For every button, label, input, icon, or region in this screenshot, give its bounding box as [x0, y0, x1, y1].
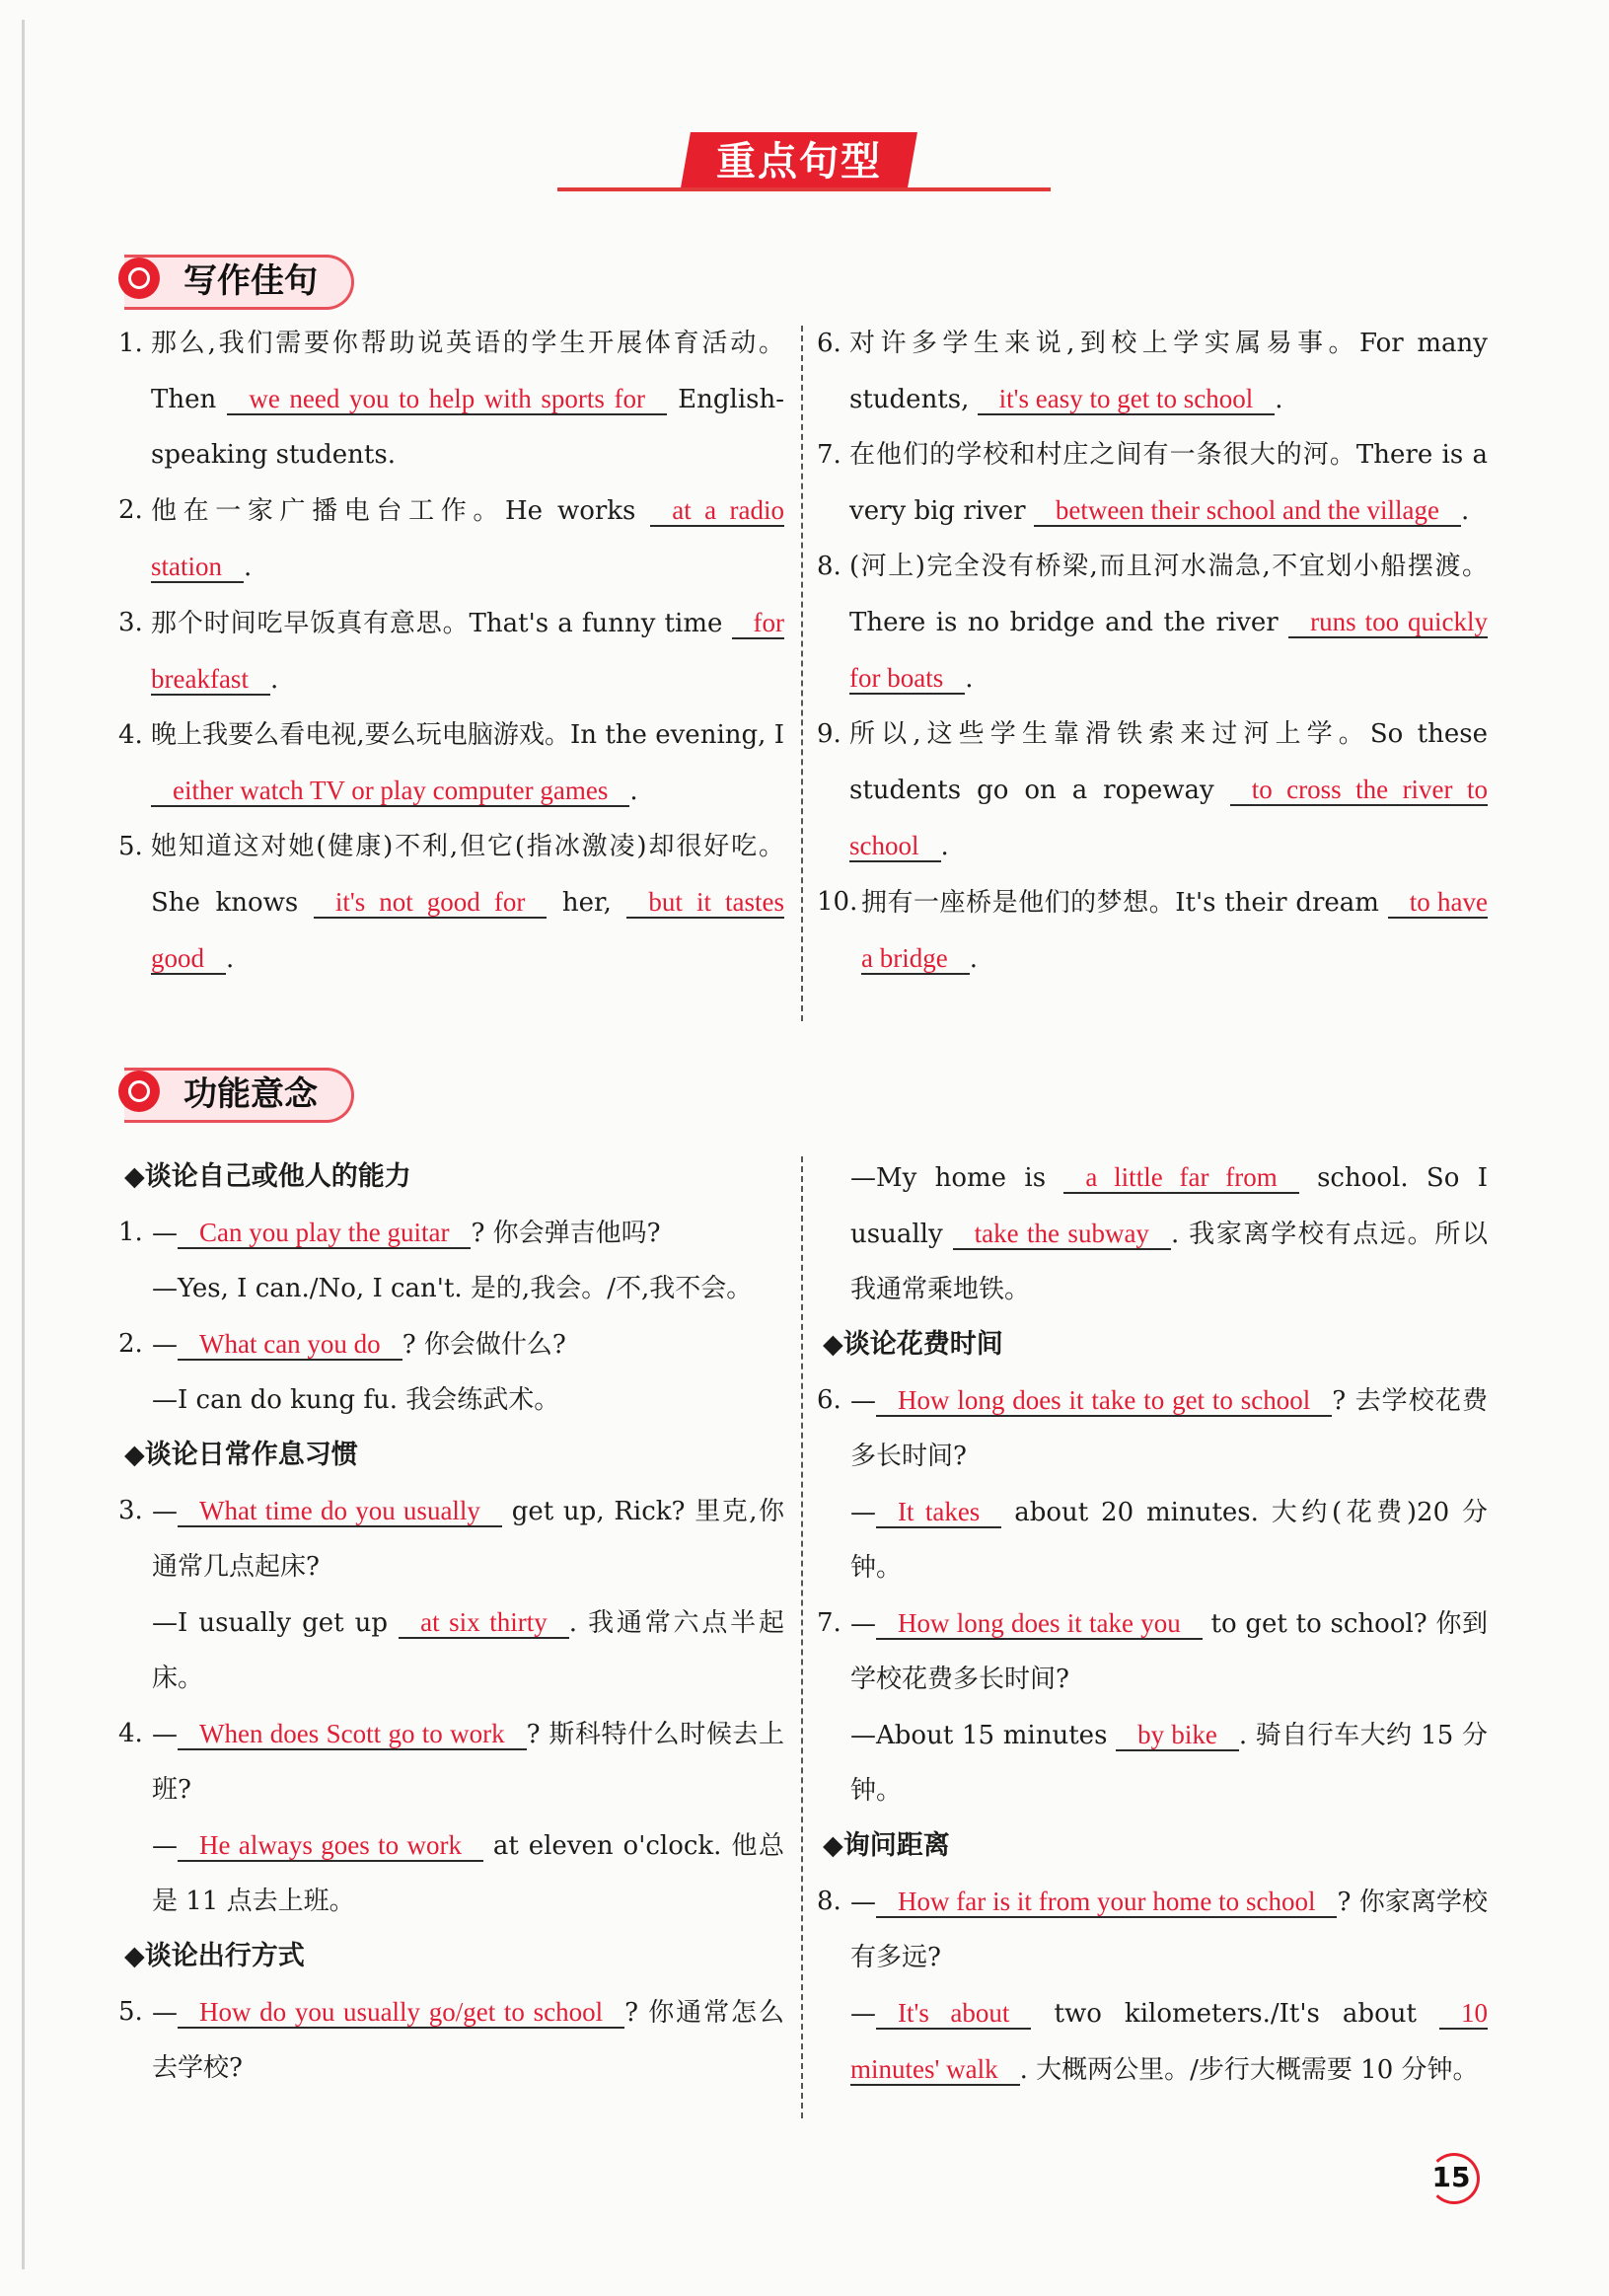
dash-mark: — [850, 1888, 876, 1917]
answer-blank: When does Scott go to work [178, 1719, 527, 1750]
sentence-text: I usually get up [178, 1608, 400, 1638]
sentence-text: her, [547, 888, 627, 918]
answer-blank: What can you do [178, 1329, 402, 1361]
writing-right-column [817, 316, 1488, 987]
sentence-text: get up, Rick? 里克,你通常几点起床? [152, 1497, 785, 1582]
item-number: 3. [118, 1496, 143, 1525]
dialogue-text [817, 1707, 1488, 1818]
function-right-column [817, 1149, 1488, 2098]
dash-mark: — [850, 1721, 876, 1750]
topic-heading: ◆谈论花费时间 [823, 1329, 1003, 1360]
page-number: 15 [1425, 2151, 1478, 2204]
dialogue-question [817, 1874, 1488, 1985]
answer-blank: It's about [876, 1998, 1031, 2030]
topic-heading: ◆谈论自己或他人的能力 [124, 1161, 411, 1192]
sentence-text: . 骑自行车大约 15 分钟。 [850, 1721, 1488, 1806]
sentence-text: two kilometers./It's about [1031, 1999, 1439, 2029]
dialogue-question [118, 1706, 784, 1817]
item-body [817, 427, 1488, 539]
item-number: 6. [817, 329, 841, 358]
writing-column-divider [801, 326, 803, 1021]
dialogue-reply [118, 1594, 784, 1706]
answer-blank: by bike [1116, 1720, 1239, 1751]
dialogue-reply [817, 1484, 1488, 1595]
answer-blank: a little far from [1063, 1162, 1298, 1194]
dialogue-question [118, 1483, 784, 1594]
sentence-text: . 我通常六点半起床。 [152, 1608, 784, 1693]
dialogue-text [152, 1706, 784, 1817]
answer-blank: we need you to help with sports for [227, 384, 667, 415]
sentence-text: 那么,我们需要你帮助说英语的学生开展体育活动。Then [151, 329, 784, 414]
item-number: 1. [118, 1218, 143, 1247]
answer-blank: take the subway [953, 1219, 1171, 1250]
item-number: 2. [118, 495, 143, 525]
dialogue-text [850, 1595, 1488, 1707]
dialogue-text [118, 1261, 784, 1316]
dialogue-question [118, 1316, 784, 1372]
sentence-text: 那个时间吃早饭真有意思。That's a funny time [151, 609, 732, 638]
dash-mark: — [850, 1386, 876, 1416]
answer-blank: Can you play the guitar [178, 1218, 471, 1249]
answer-blank: either watch TV or play computer games [151, 776, 629, 807]
sentence-text: . [269, 665, 279, 695]
sentence-text: 对许多学生来说,到校上学实属易事。For many students, [849, 329, 1488, 414]
sentence-text: 他在一家广播电台工作。He works [151, 496, 651, 526]
function-left-column [118, 1149, 784, 2096]
dash-mark: — [152, 1497, 178, 1526]
item-body [118, 316, 784, 482]
sentence-text: . [1460, 496, 1470, 526]
sentence-text: ? 你会做什么? [402, 1330, 566, 1360]
answer-blank: How do you usually go/get to school [178, 1997, 624, 2029]
item-body [118, 482, 784, 595]
dialogue-reply [817, 1149, 1488, 1317]
sentence-text: school. So I usually [850, 1163, 1488, 1249]
sentence-text: ? 你通常怎么去学校? [152, 1998, 784, 2083]
sentence-text: 拥有一座桥是他们的梦想。It's their dream [861, 888, 1388, 918]
writing-item [118, 707, 784, 819]
dash-mark: — [152, 1998, 178, 2028]
sentence-text: . [969, 944, 978, 974]
banner-title: 重点句型 [716, 139, 882, 185]
writing-item [817, 316, 1488, 427]
writing-item [118, 316, 784, 482]
topic-heading: ◆谈论日常作息习惯 [124, 1440, 358, 1470]
dialogue-text [817, 1985, 1488, 2098]
sentence-text: . 我家离学校有点远。所以我通常乘地铁。 [850, 1220, 1489, 1304]
answer-blank: it's easy to get to school [978, 384, 1276, 415]
answer-blank: It takes [876, 1497, 1001, 1528]
sentence-text: English-speaking students. [151, 385, 785, 470]
answer-blank: How far is it from your home to school [876, 1887, 1337, 1918]
item-number: 9. [817, 719, 841, 749]
dialogue-text [152, 1205, 784, 1261]
dialogue-text [152, 1984, 784, 2096]
writing-left-column [118, 316, 784, 987]
dialogue-text [152, 1316, 784, 1372]
answer-blank: but it tastes good [151, 887, 785, 973]
dialogue-text [850, 1372, 1488, 1484]
function-section-tag [118, 1068, 360, 1121]
dialogue-text [118, 1594, 784, 1706]
sentence-text: to get to school? 你到学校花费多长时间? [850, 1609, 1488, 1694]
sentence-text: ? 斯科特什么时候去上班? [152, 1720, 784, 1805]
topic-heading: ◆谈论出行方式 [124, 1941, 305, 1971]
item-number: 5. [118, 832, 143, 861]
sentence-text: ? 你会弹吉他吗? [471, 1219, 661, 1248]
answer-blank: How long does it take to get to school [876, 1385, 1332, 1417]
dialogue-text [817, 1484, 1488, 1595]
sentence-text: 所以,这些学生靠滑铁索来过河上学。So these students go on a ropeway [849, 719, 1488, 805]
sentence-text: . [940, 832, 949, 861]
sentence-text: My home is [876, 1163, 1064, 1193]
dash-mark: — [152, 1274, 178, 1303]
answer-blank: between their school and the village [1034, 495, 1461, 527]
dialogue-text [118, 1372, 784, 1428]
sentence-text: ? 你家离学校有多远? [850, 1888, 1488, 1972]
item-number: 1. [118, 329, 143, 358]
dash-mark: — [152, 1720, 178, 1749]
dialogue-text [152, 1483, 784, 1594]
answer-blank: 10 minutes' walk [850, 1998, 1488, 2084]
answer-blank: to have a bridge [861, 887, 1488, 973]
target-icon [118, 258, 160, 299]
answer-blank: at a radio station [151, 495, 784, 581]
answer-blank: How long does it take you [876, 1608, 1203, 1640]
writing-item [817, 539, 1488, 706]
item-body [118, 595, 784, 707]
sentence-text: 她知道这对她(健康)不利,但它(指冰激凌)却很好吃。She knows [151, 832, 784, 918]
dialogue-question [817, 1372, 1488, 1484]
item-body [817, 316, 1488, 427]
sentence-text: at eleven o'clock. 他总是 11 点去上班。 [152, 1831, 784, 1916]
item-body [817, 706, 1488, 874]
item-number: 8. [817, 552, 841, 581]
sentence-text: Yes, I can./No, I can't. 是的,我会。/不,我不会。 [178, 1274, 753, 1303]
item-body [817, 539, 1488, 706]
sentence-text: . [1275, 385, 1283, 414]
item-body [118, 819, 784, 987]
dash-mark: — [850, 1163, 876, 1193]
dialogue-reply [118, 1372, 784, 1428]
item-number: 4. [118, 1719, 143, 1748]
answer-blank: What time do you usually [178, 1496, 502, 1527]
dialogue-question [118, 1205, 784, 1261]
item-number: 10. [817, 887, 858, 917]
target-icon [118, 1071, 160, 1112]
item-number: 7. [817, 1608, 841, 1638]
writing-item [118, 819, 784, 987]
item-number: 3. [118, 608, 143, 637]
sentence-text: (河上)完全没有桥梁,而且河水湍急,不宜划小船摆渡。There is no bridge and the river [849, 552, 1488, 637]
dialogue-text [118, 1817, 784, 1929]
answer-blank: runs too quickly for boats [849, 607, 1488, 693]
answer-blank: to cross the river to school [849, 775, 1488, 860]
dash-mark: — [152, 1219, 178, 1248]
writing-item [817, 706, 1488, 874]
section-banner [557, 128, 1051, 197]
dash-mark: — [152, 1831, 178, 1861]
sentence-text: 晚上我要么看电视,要么玩电脑游戏。In the evening, I [151, 720, 784, 750]
dialogue-reply [118, 1817, 784, 1929]
sentence-text: . 大概两公里。/步行大概需要 10 分钟。 [1019, 2055, 1479, 2085]
writing-section-tag [118, 255, 360, 308]
topic-heading: ◆询问距离 [823, 1830, 950, 1861]
writing-item [118, 482, 784, 595]
writing-item [817, 427, 1488, 539]
dialogue-question [118, 1984, 784, 2096]
sentence-text: . [244, 553, 253, 582]
answer-blank: at six thirty [399, 1607, 569, 1639]
dash-mark: — [152, 1330, 178, 1360]
dash-mark: — [850, 1999, 876, 2029]
writing-item [817, 874, 1488, 987]
dialogue-reply [118, 1261, 784, 1316]
dialogue-text [850, 1874, 1488, 1985]
sentence-text: ? 去学校花费多长时间? [850, 1386, 1488, 1471]
dash-mark: — [850, 1609, 876, 1639]
writing-item [118, 595, 784, 707]
answer-blank: for breakfast [151, 608, 784, 694]
sentence-text: About 15 minutes [876, 1721, 1117, 1750]
dialogue-reply [817, 1707, 1488, 1818]
item-body [817, 874, 1488, 987]
item-number: 2. [118, 1329, 143, 1359]
function-section-title: 功能意念 [183, 1074, 318, 1114]
item-number: 4. [118, 720, 143, 750]
sentence-text: . [965, 664, 974, 694]
writing-section-title: 写作佳句 [183, 261, 318, 301]
dash-mark: — [152, 1608, 178, 1638]
page-edge [22, 20, 25, 2269]
dialogue-reply [817, 1985, 1488, 2098]
sentence-text: about 20 minutes. 大约(花费)20 分钟。 [850, 1498, 1488, 1583]
answer-blank: it's not good for [314, 887, 548, 919]
item-body [118, 707, 784, 819]
sentence-text: . [629, 777, 638, 806]
dash-mark: — [850, 1498, 876, 1527]
dialogue-question [817, 1595, 1488, 1707]
function-column-divider [801, 1156, 803, 2118]
dialogue-text [817, 1149, 1488, 1317]
item-number: 6. [817, 1385, 841, 1415]
sentence-text: . [226, 944, 235, 974]
sentence-text: I can do kung fu. 我会练武术。 [178, 1385, 560, 1415]
item-number: 8. [817, 1887, 841, 1916]
sentence-text: 在他们的学校和村庄之间有一条很大的河。There is a very big river [849, 440, 1488, 526]
item-number: 7. [817, 440, 841, 470]
answer-blank: He always goes to work [178, 1830, 483, 1862]
item-number: 5. [118, 1997, 143, 2027]
dash-mark: — [152, 1385, 178, 1415]
